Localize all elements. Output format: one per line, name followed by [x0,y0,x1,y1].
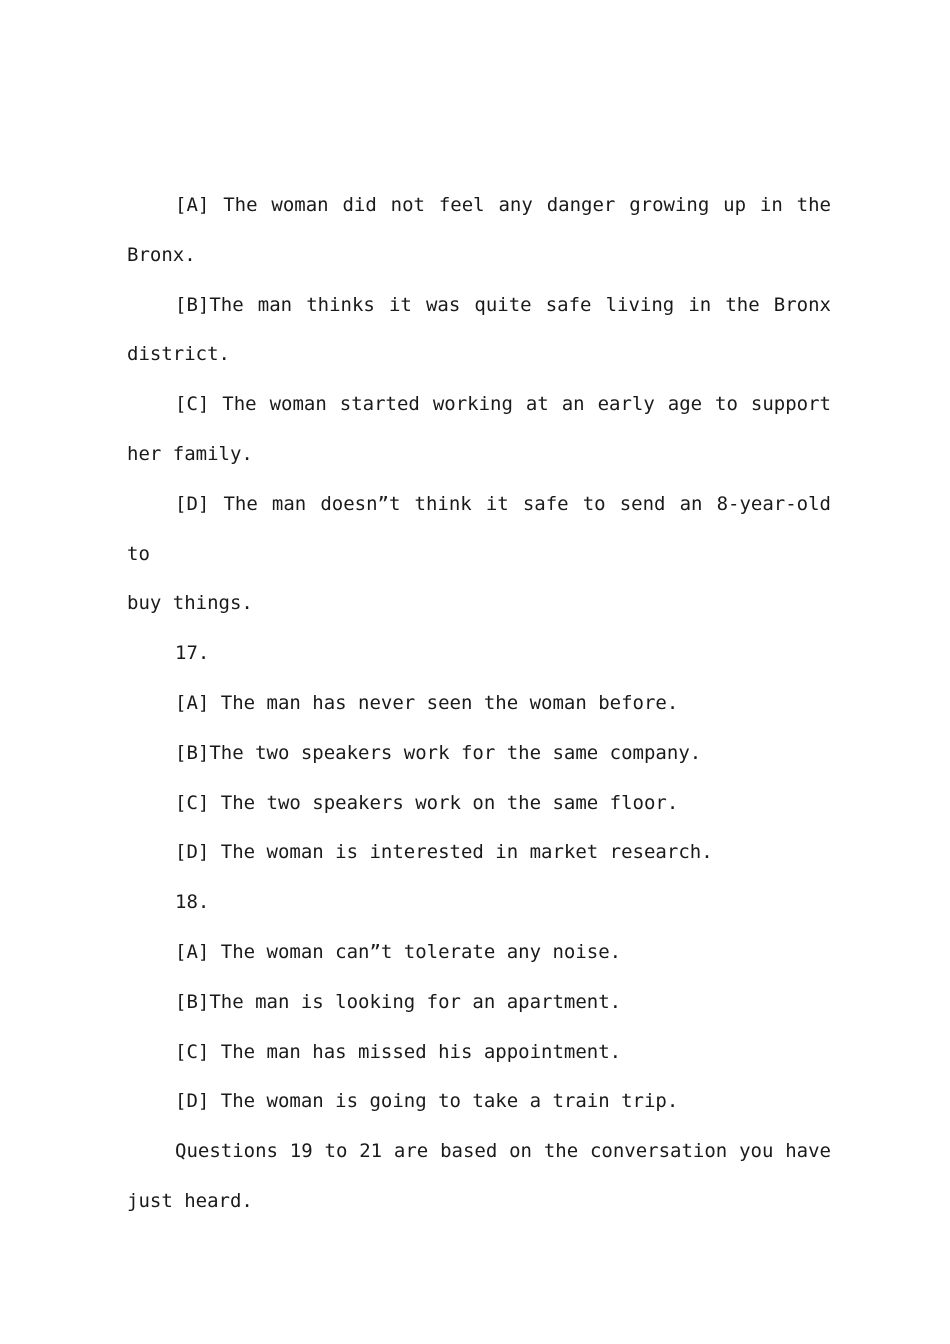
q16-option-d-cont [127,579,831,629]
q16-option-b [127,281,831,331]
q16-option-a-line1: [A] The woman did not feel any danger growing up in the [175,194,831,216]
q17-option-a: [A] The man has never seen the woman before. [175,691,679,714]
q16-option-a [127,181,831,231]
q16-option-d-line1: [D] The man doesn”t think it safe to send an 8-year-old to [127,492,831,565]
q16-option-c-cont [127,430,831,480]
instruction-line1: Questions 19 to 21 are based on the conversation you have [175,1140,831,1163]
q16-option-a-line2: Bronx. [127,243,196,266]
q17-option-c: [C] The two speakers work on the same floor. [175,791,679,814]
q16-option-d-line2: buy things. [127,592,253,615]
q16-option-b-cont [127,330,831,380]
instruction-cont [127,1177,831,1227]
q18-option-c: [C] The man has missed his appointment. [175,1040,622,1063]
q18-option-a: [A] The woman can”t tolerate any noise. [175,940,622,963]
q16-option-b-line1: [B]The man thinks it was quite safe living in the Bronx [175,293,831,316]
q16-option-c-line1: [C] The woman started working at an early age to support [175,393,831,416]
q18-number: 18. [175,891,210,914]
q18-option-b: [B]The man is looking for an apartment. [175,990,622,1013]
q17-option-d: [D] The woman is interested in market research. [175,841,713,864]
q17-number: 17. [175,642,210,665]
q16-option-c [127,380,831,430]
instruction-line2: just heard. [127,1189,253,1212]
q16-option-a-cont [127,231,831,281]
q16-option-d [127,480,831,580]
instruction [127,1127,831,1177]
q16-option-c-line2: her family. [127,442,253,465]
q18-option-d: [D] The woman is going to take a train trip. [175,1090,679,1113]
document-body [127,181,831,1227]
q16-option-b-line2: district. [127,343,230,366]
q17-option-b: [B]The two speakers work for the same company. [175,741,702,764]
